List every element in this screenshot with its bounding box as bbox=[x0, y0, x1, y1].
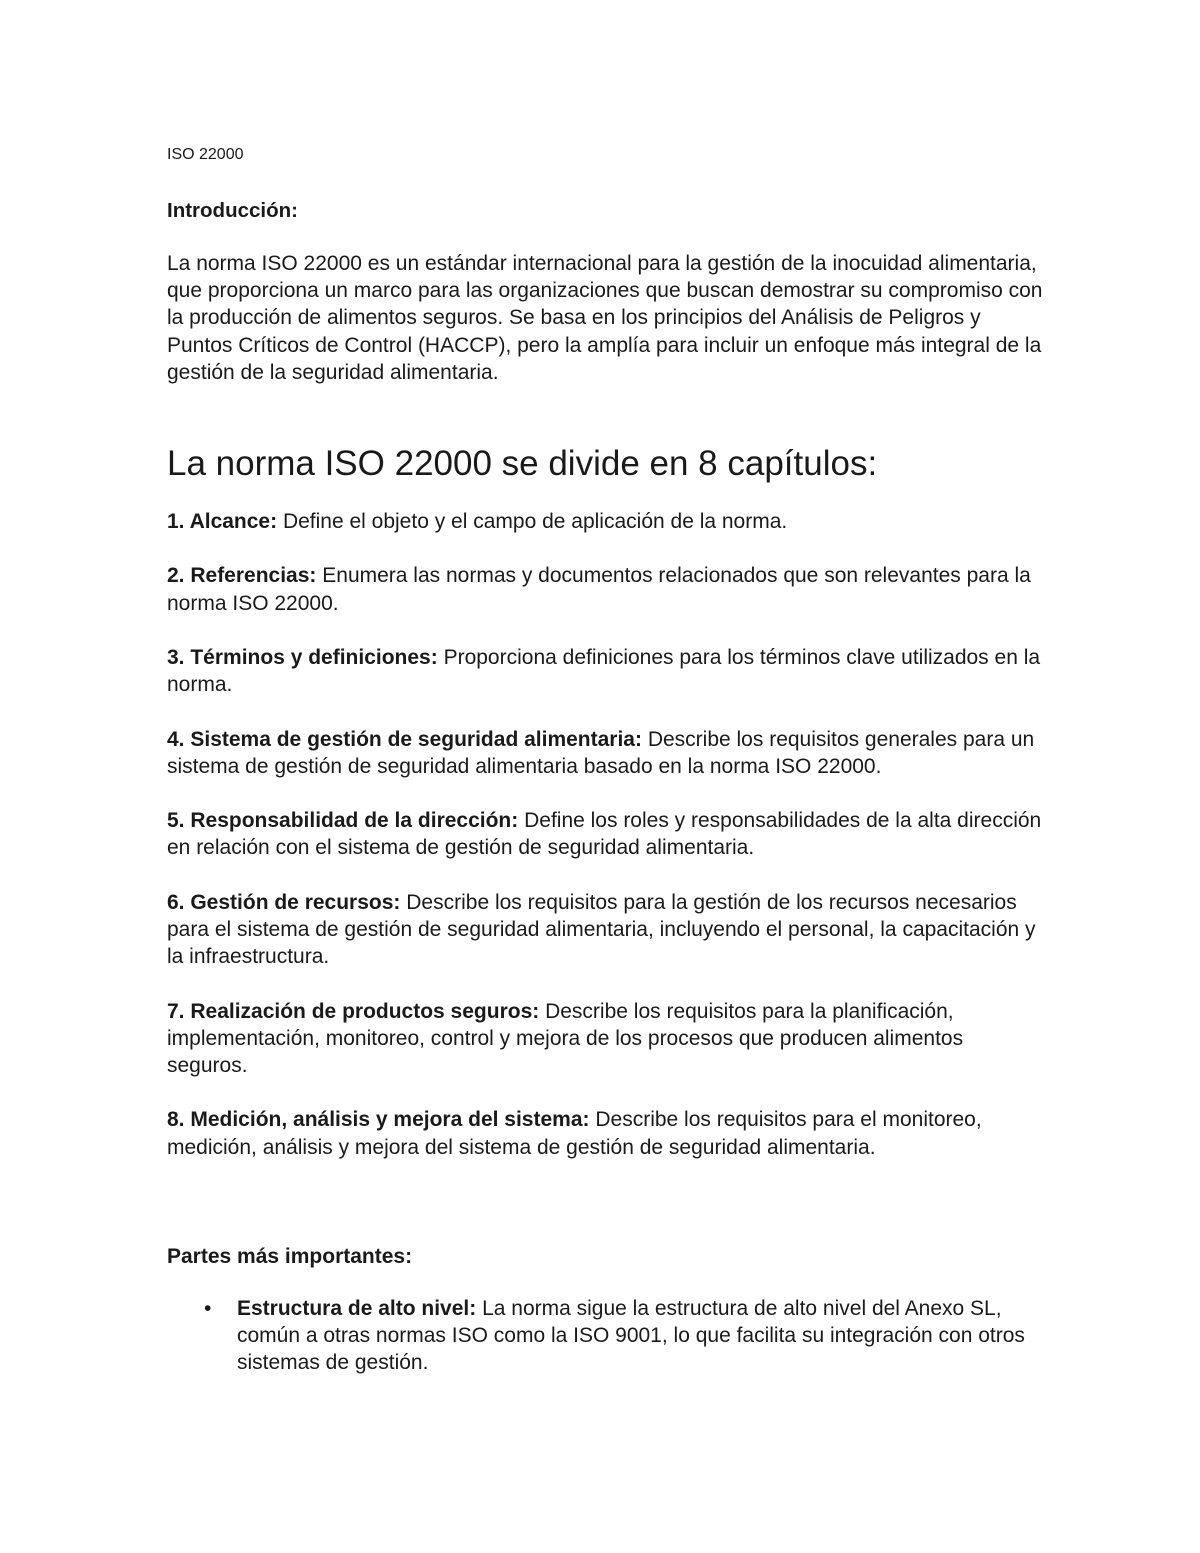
intro-heading: Introducción: bbox=[167, 199, 298, 222]
chapter-text: Describe los requisitos para la planificación, implementación, monitoreo, control y mejora de los procesos que producen alimentos seguros. bbox=[167, 999, 964, 1077]
chapter-text: Define los roles y responsabilidades de la alta dirección en relación con el sistema de gestión de seguridad alimentaria. bbox=[167, 809, 1042, 860]
document-title: ISO 22000 bbox=[167, 146, 244, 163]
bullet-label: Estructura de alto nivel: bbox=[237, 1297, 477, 1320]
chapter-item bbox=[167, 807, 1047, 861]
chapter-list bbox=[167, 508, 1047, 1188]
chapter-text: Describe los requisitos generales para un sistema de gestión de seguridad alimentaria basado en la norma ISO 22000. bbox=[167, 727, 1035, 778]
chapter-label: 6. Gestión de recursos: bbox=[167, 890, 401, 914]
chapter-label: 3. Términos y definiciones: bbox=[167, 645, 438, 669]
chapter-label: 2. Referencias: bbox=[167, 564, 317, 588]
chapter-item bbox=[167, 508, 1047, 535]
chapter-label: 4. Sistema de gestión de seguridad alimentaria: bbox=[167, 727, 642, 751]
chapter-label: 5. Responsabilidad de la dirección: bbox=[167, 809, 519, 833]
chapter-text: Describe los requisitos para la gestión de los recursos necesarios para el sistema de gestión de seguridad alimentaria, incluyendo el personal, la capacitación y la infraestructura. bbox=[167, 890, 1036, 969]
chapter-item bbox=[167, 644, 1047, 698]
chapter-label: 8. Medición, análisis y mejora del sistema: bbox=[167, 1108, 590, 1132]
chapter-text: Proporciona definiciones para los términos clave utilizados en la norma. bbox=[167, 645, 1041, 697]
chapters-heading: La norma ISO 22000 se divide en 8 capítulos: bbox=[167, 444, 878, 483]
chapter-text: Describe los requisitos para el monitoreo, medición, análisis y mejora del sistema de gestión de seguridad alimentaria. bbox=[167, 1108, 982, 1159]
chapter-label: 1. Alcance: bbox=[167, 510, 278, 533]
chapter-item bbox=[167, 726, 1047, 780]
chapter-label: 7. Realización de productos seguros: bbox=[167, 999, 540, 1023]
chapter-item bbox=[167, 889, 1047, 971]
list-item bbox=[167, 1295, 1027, 1377]
intro-paragraph: La norma ISO 22000 es un estándar internacional para la gestión de la inocuidad alimentaria, que proporciona un marco para las organizaciones que buscan demostrar su compromiso con la producción de alimentos seguros. Se basa en los principios del Análisis de Peligros y Puntos Críticos de Control (HACCP), pero la amplía para incluir un enfoque más integral de la gestión de la seguridad alimentaria. bbox=[167, 252, 1043, 384]
bullet-text: La norma sigue la estructura de alto nivel del Anexo SL, común a otras normas ISO como la ISO 9001, lo que facilita su integración con otros sistemas de gestión. bbox=[237, 1297, 1025, 1375]
chapter-item bbox=[167, 998, 1047, 1080]
parts-heading: Partes más importantes: bbox=[167, 1245, 413, 1268]
chapter-item bbox=[167, 562, 1047, 616]
bullet-dot-icon: • bbox=[204, 1297, 212, 1320]
chapter-text: Enumera las normas y documentos relacionados que son relevantes para la norma ISO 22000. bbox=[167, 564, 1031, 615]
chapter-item bbox=[167, 1106, 1047, 1160]
bullet-list bbox=[167, 1295, 1047, 1377]
chapter-text: Define el objeto y el campo de aplicación de la norma. bbox=[277, 510, 788, 533]
